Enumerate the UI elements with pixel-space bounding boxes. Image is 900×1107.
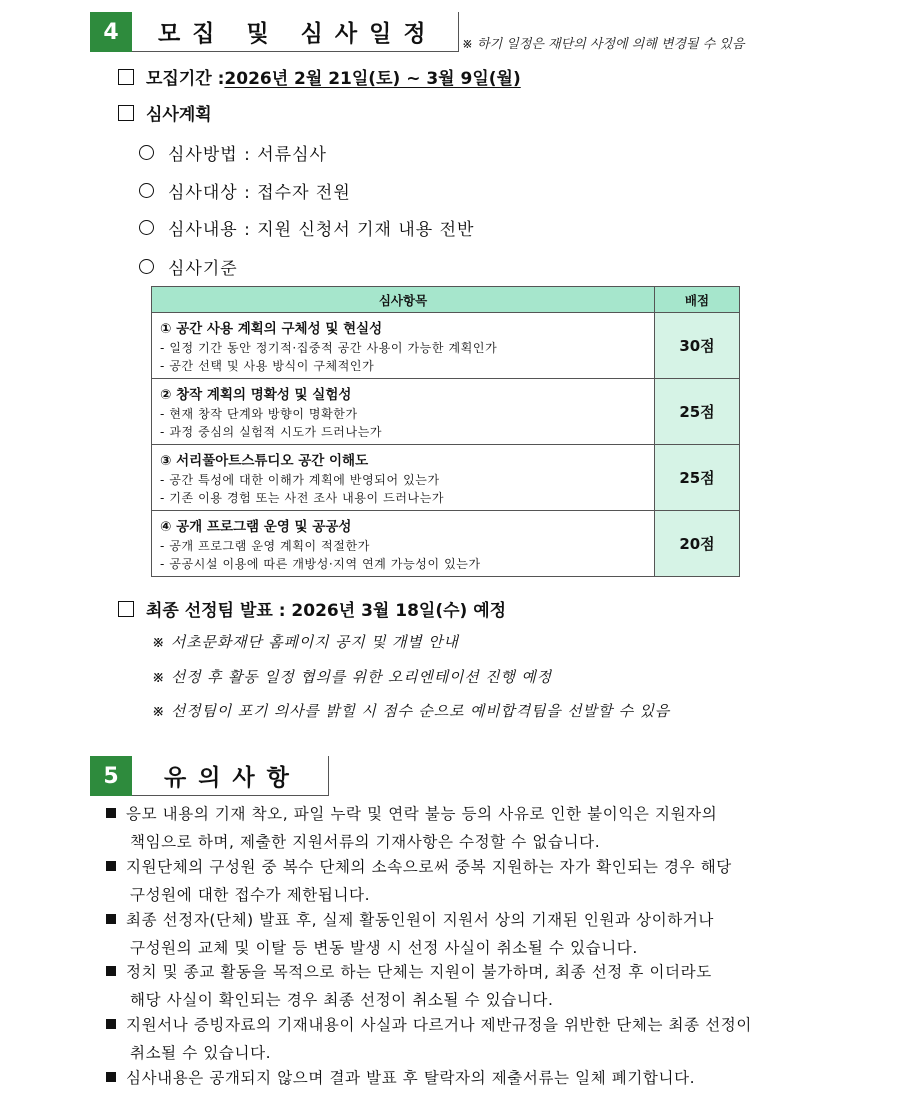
square-bullet-icon xyxy=(106,914,116,924)
caution-line-2: 책임으로 하며, 제출한 지원서류의 기재사항은 수정할 수 없습니다. xyxy=(130,833,601,851)
criteria-title: ② 창작 계획의 명확성 및 실험성 xyxy=(160,387,352,403)
caution-item xyxy=(106,906,826,962)
review-criteria xyxy=(139,254,238,279)
section-4-header xyxy=(90,12,459,52)
caution-line-1: 최종 선정자(단체) 발표 후, 실제 활동인원이 지원서 상의 기재된 인원과 상이하거나 xyxy=(126,911,715,929)
header-score: 배점 xyxy=(655,287,740,313)
caution-line-1: 지원단체의 구성원 중 복수 단체의 소속으로써 중복 지원하는 자가 확인되는 경우 해당 xyxy=(126,858,732,876)
criteria-table-header xyxy=(152,287,740,313)
final-announcement-text: 최종 선정팀 발표 : 2026년 3월 18일(수) 예정 xyxy=(146,601,507,621)
criteria-title: ③ 서리풀아트스튜디오 공간 이해도 xyxy=(160,453,369,469)
criteria-item xyxy=(152,379,655,445)
criteria-title: ① 공간 사용 계획의 구체성 및 현실성 xyxy=(160,321,383,337)
criteria-score: 20점 xyxy=(655,511,740,577)
circle-bullet-icon xyxy=(139,145,154,160)
caution-item xyxy=(106,800,826,856)
square-bullet-icon xyxy=(106,966,116,976)
caution-item xyxy=(106,1011,826,1067)
section-5-number: 5 xyxy=(90,756,132,796)
criteria-sub: - 공간 선택 및 사용 방식이 구체적인가 xyxy=(160,359,375,373)
checkbox-icon xyxy=(118,69,134,85)
recruit-period-label: 모집기간 : xyxy=(146,69,225,89)
square-bullet-icon xyxy=(106,808,116,818)
criteria-sub: - 과정 중심의 실험적 시도가 드러나는가 xyxy=(160,425,383,439)
square-bullet-icon xyxy=(106,1019,116,1029)
caution-line-1: 응모 내용의 기재 착오, 파일 누락 및 연락 불능 등의 사유로 인한 불이익은 지원자의 xyxy=(126,805,718,823)
review-method xyxy=(139,140,327,165)
review-target xyxy=(139,178,351,203)
criteria-sub: - 공개 프로그램 운영 계획이 적절한가 xyxy=(160,539,370,553)
recruit-period xyxy=(118,64,521,89)
review-plan-label: 심사계획 xyxy=(146,105,212,125)
criteria-sub: - 공공시설 이용에 따른 개방성·지역 연계 가능성이 있는가 xyxy=(160,557,481,571)
schedule-change-note: ※ 하기 일정은 재단의 사정에 의해 변경될 수 있음 xyxy=(462,37,745,52)
checkbox-icon xyxy=(118,601,134,617)
caution-item xyxy=(106,958,826,1014)
review-content-text: 심사내용 : 지원 신청서 기재 내용 전반 xyxy=(168,220,475,240)
caution-line-2: 해당 사실이 확인되는 경우 최종 선정이 취소될 수 있습니다. xyxy=(130,991,554,1009)
circle-bullet-icon xyxy=(139,220,154,235)
header-item: 심사항목 xyxy=(152,287,655,313)
criteria-title: ④ 공개 프로그램 운영 및 공공성 xyxy=(160,519,352,535)
caution-line-1: 정치 및 종교 활동을 목적으로 하는 단체는 지원이 불가하며, 최종 선정 후 이더라도 xyxy=(126,963,712,981)
table-row xyxy=(152,445,740,511)
criteria-score: 25점 xyxy=(655,445,740,511)
recruit-period-value: 2026년 2월 21일(토) ~ 3월 9일(월) xyxy=(224,69,521,89)
square-bullet-icon xyxy=(106,1072,116,1082)
criteria-table xyxy=(151,286,740,577)
caution-line-2: 구성원에 대한 접수가 제한됩니다. xyxy=(130,886,371,904)
criteria-item xyxy=(152,313,655,379)
caution-line-2: 취소될 수 있습니다. xyxy=(130,1044,272,1062)
announce-note: ※ 선정 후 활동 일정 협의를 위한 오리엔테이션 진행 예정 xyxy=(152,668,552,686)
review-target-text: 심사대상 : 접수자 전원 xyxy=(168,183,351,203)
section-4-title: 모집 및 심사일정 xyxy=(132,12,459,52)
criteria-score: 30점 xyxy=(655,313,740,379)
review-method-text: 심사방법 : 서류심사 xyxy=(168,145,327,165)
caution-line-2: 구성원의 교체 및 이탈 등 변동 발생 시 선정 사실이 취소될 수 있습니다. xyxy=(130,939,638,957)
caution-line-1: 심사내용은 공개되지 않으며 결과 발표 후 탈락자의 제출서류는 일체 폐기합니다. xyxy=(126,1069,696,1087)
circle-bullet-icon xyxy=(139,259,154,274)
announce-note: ※ 서초문화재단 홈페이지 공지 및 개별 안내 xyxy=(152,633,459,651)
announce-note: ※ 선정팀이 포기 의사를 밝힐 시 점수 순으로 예비합격팀을 선발할 수 있음 xyxy=(152,702,671,720)
table-row xyxy=(152,511,740,577)
caution-line-1: 지원서나 증빙자료의 기재내용이 사실과 다르거나 제반규정을 위반한 단체는 최종 선정이 xyxy=(126,1016,752,1034)
section-5-title: 유의사항 xyxy=(132,756,329,796)
criteria-item xyxy=(152,511,655,577)
review-content xyxy=(139,215,474,240)
circle-bullet-icon xyxy=(139,183,154,198)
table-row xyxy=(152,313,740,379)
criteria-score: 25점 xyxy=(655,379,740,445)
review-criteria-text: 심사기준 xyxy=(168,259,238,279)
section-5-header xyxy=(90,756,329,796)
criteria-sub: - 기존 이용 경험 또는 사전 조사 내용이 드러나는가 xyxy=(160,491,445,505)
checkbox-icon xyxy=(118,105,134,121)
criteria-sub: - 현재 창작 단계와 방향이 명확한가 xyxy=(160,407,358,421)
criteria-item xyxy=(152,445,655,511)
caution-item xyxy=(106,1064,826,1092)
caution-item xyxy=(106,853,826,909)
final-announcement xyxy=(118,596,506,621)
section-4-number: 4 xyxy=(90,12,132,52)
review-plan xyxy=(118,100,212,125)
square-bullet-icon xyxy=(106,861,116,871)
table-row xyxy=(152,379,740,445)
criteria-sub: - 공간 특성에 대한 이해가 계획에 반영되어 있는가 xyxy=(160,473,440,487)
criteria-sub: - 일정 기간 동안 정기적·집중적 공간 사용이 가능한 계획인가 xyxy=(160,341,498,355)
